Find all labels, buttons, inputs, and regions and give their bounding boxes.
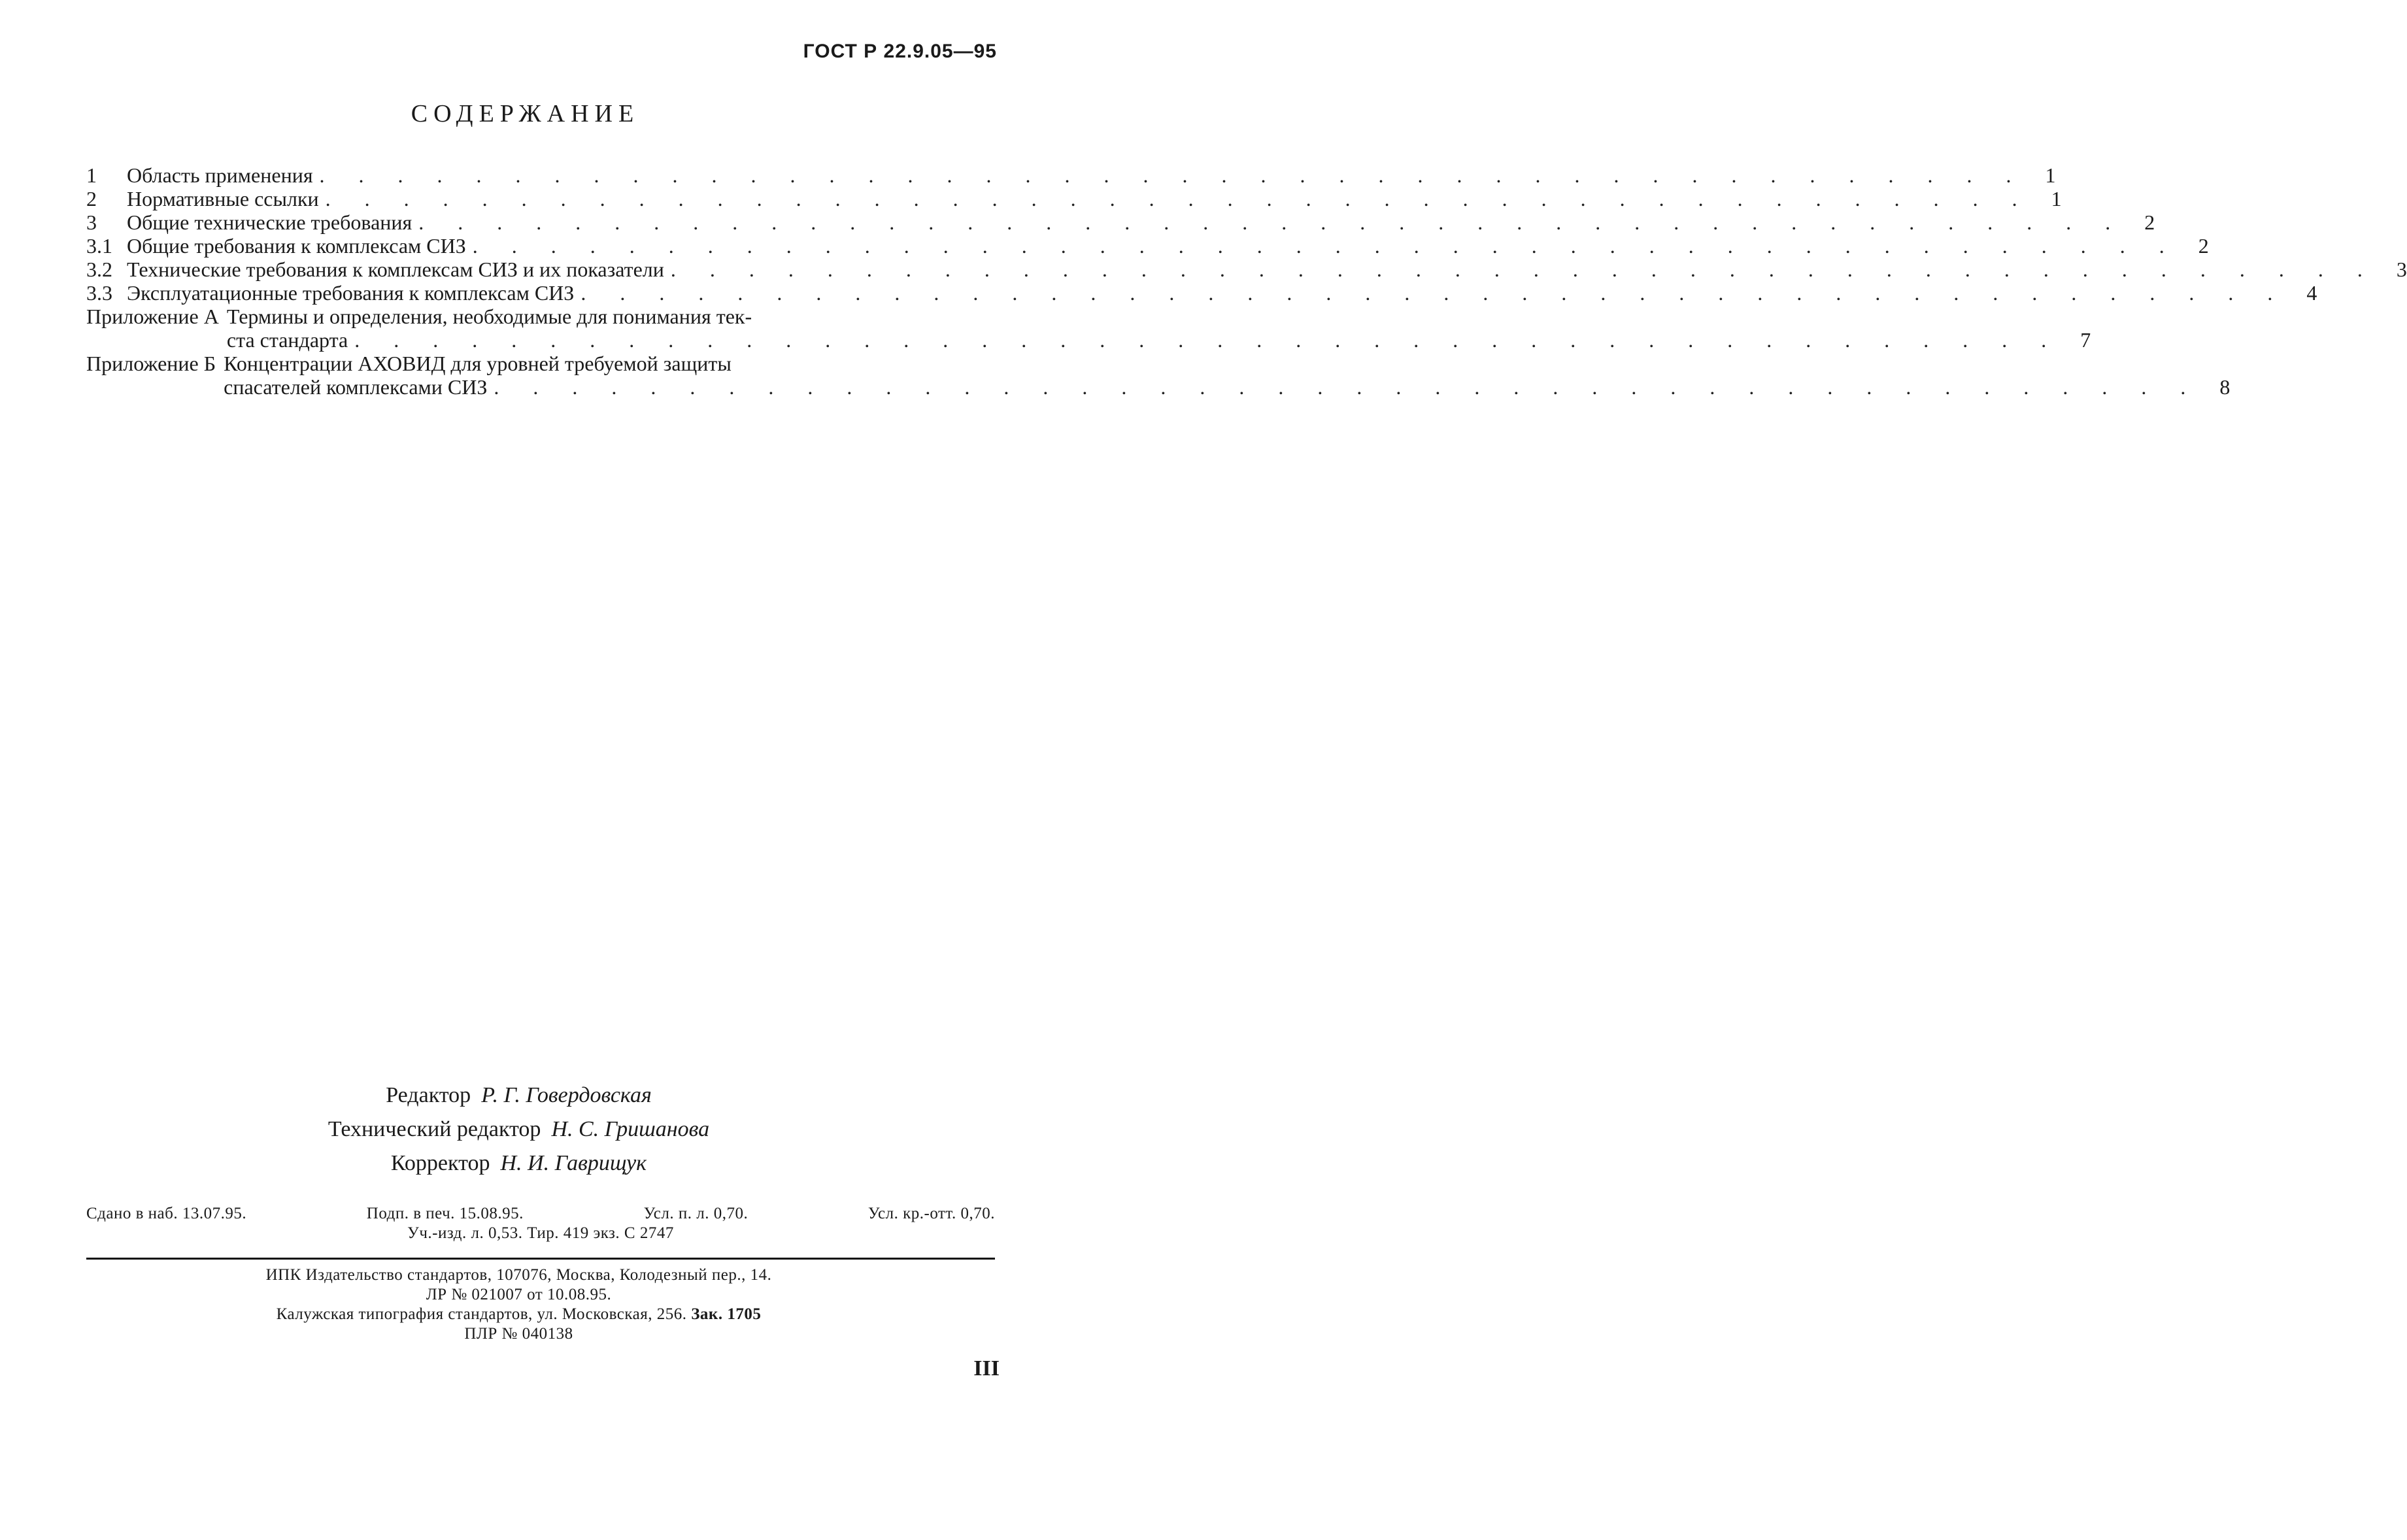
toc-entry-page: 1: [2051, 187, 2062, 210]
toc-entry-page: 8: [2219, 375, 2230, 399]
toc-dot-leader: [581, 281, 2287, 305]
imprint-signed: Подп. в печ. 15.08.95.: [366, 1205, 524, 1222]
credit-role: Технический редактор: [328, 1117, 541, 1141]
imprint-print-sheets: Усл. п. л. 0,70.: [643, 1205, 749, 1222]
credit-name: Р. Г. Говердовская: [481, 1083, 652, 1107]
toc-entry-page: 3: [2396, 258, 2407, 281]
page-number: III: [973, 1356, 1000, 1381]
toc-entry-label: Область применения: [127, 163, 313, 187]
toc-dot-leader: [494, 375, 2200, 399]
publisher-line3: [0, 1305, 1037, 1324]
toc-entry-number: 2: [86, 187, 97, 210]
toc-dot-leader: [354, 328, 2061, 352]
credit-editor: [0, 1079, 1037, 1113]
toc-dot-leader: [418, 210, 2125, 234]
toc-entry[interactable]: [86, 234, 2209, 258]
toc-appendix-prefix: Приложение А: [86, 305, 219, 328]
toc-entry[interactable]: [86, 210, 2155, 234]
credit-tech-editor: [0, 1113, 1037, 1147]
credit-corrector: [0, 1147, 1037, 1180]
toc-appendix-entry[interactable]: [86, 305, 2091, 352]
credits-block: [0, 1079, 1037, 1180]
toc-entry[interactable]: [86, 281, 2317, 305]
toc-entry-label: Эксплуатационные требования к комплексам СИЗ: [127, 281, 575, 305]
toc-entry-page: 4: [2306, 281, 2317, 305]
toc-entry-page: 1: [2045, 163, 2056, 187]
credit-name: Н. С. Гришанова: [551, 1117, 710, 1141]
toc-appendix-label-line2: ста стандарта: [226, 328, 348, 352]
imprint-submitted: Сдано в наб. 13.07.95.: [86, 1205, 247, 1222]
toc-entry-label: Технические требования к комплексам СИЗ и их показатели: [127, 258, 664, 281]
toc-entry-number: 3.3: [86, 281, 112, 305]
toc-entry-label: Нормативные ссылки: [127, 187, 319, 210]
toc-appendix-label-line2: спасателей комплексами СИЗ: [224, 375, 488, 399]
toc-entry-page: 2: [2198, 234, 2209, 258]
toc-entry-page: 7: [2080, 328, 2091, 352]
toc-entry-label: Общие требования к комплексам СИЗ: [127, 234, 466, 258]
print-imprint: [86, 1204, 995, 1243]
toc-dot-leader: [671, 258, 2377, 281]
publisher-line1: ИПК Издательство стандартов, 107076, Москва, Колодезный пер., 14.: [265, 1266, 772, 1284]
publisher-typography: Калужская типография стандартов, ул. Московская, 256.: [276, 1305, 687, 1323]
toc-title: СОДЕРЖАНИЕ: [411, 100, 640, 127]
credit-name: Н. И. Гаврищук: [500, 1151, 647, 1175]
toc-entry-label: Общие технические требования: [127, 210, 412, 234]
toc-dot-leader: [320, 163, 2026, 187]
toc-appendix-label-line1: Термины и определения, необходимые для понимания тек-: [226, 305, 752, 328]
publisher-line2: ЛР № 021007 от 10.08.95.: [426, 1286, 612, 1303]
toc-appendix-prefix: Приложение Б: [86, 352, 216, 375]
publisher-order: Зак. 1705: [691, 1305, 762, 1323]
divider-rule: [86, 1258, 995, 1260]
imprint-color-prints: Усл. кр.-отт. 0,70.: [867, 1205, 995, 1222]
toc-appendix-label-line1: Концентрации АХОВИД для уровней требуемой защиты: [224, 352, 732, 375]
toc-entry[interactable]: [86, 258, 2407, 281]
toc-entry-number: 3: [86, 210, 97, 234]
toc-dot-leader: [326, 187, 2032, 210]
toc-dot-leader: [473, 234, 2179, 258]
toc-entry[interactable]: [86, 187, 2062, 210]
credit-role: Редактор: [386, 1083, 471, 1107]
toc-entry-page: 2: [2144, 210, 2155, 234]
document-code: ГОСТ Р 22.9.05—95: [803, 41, 997, 62]
publisher-line4: ПЛР № 040138: [464, 1325, 573, 1343]
table-of-contents: [86, 163, 2407, 399]
toc-entry-number: 3.2: [86, 258, 112, 281]
toc-entry-number: 1: [86, 163, 97, 187]
toc-entry-number: 3.1: [86, 234, 112, 258]
imprint-line2: Уч.-изд. л. 0,53. Тир. 419 экз. С 2747: [407, 1224, 674, 1242]
publisher-block: [0, 1265, 1037, 1344]
toc-appendix-entry[interactable]: [86, 352, 2230, 399]
credit-role: Корректор: [390, 1151, 490, 1175]
toc-entry[interactable]: [86, 163, 2056, 187]
